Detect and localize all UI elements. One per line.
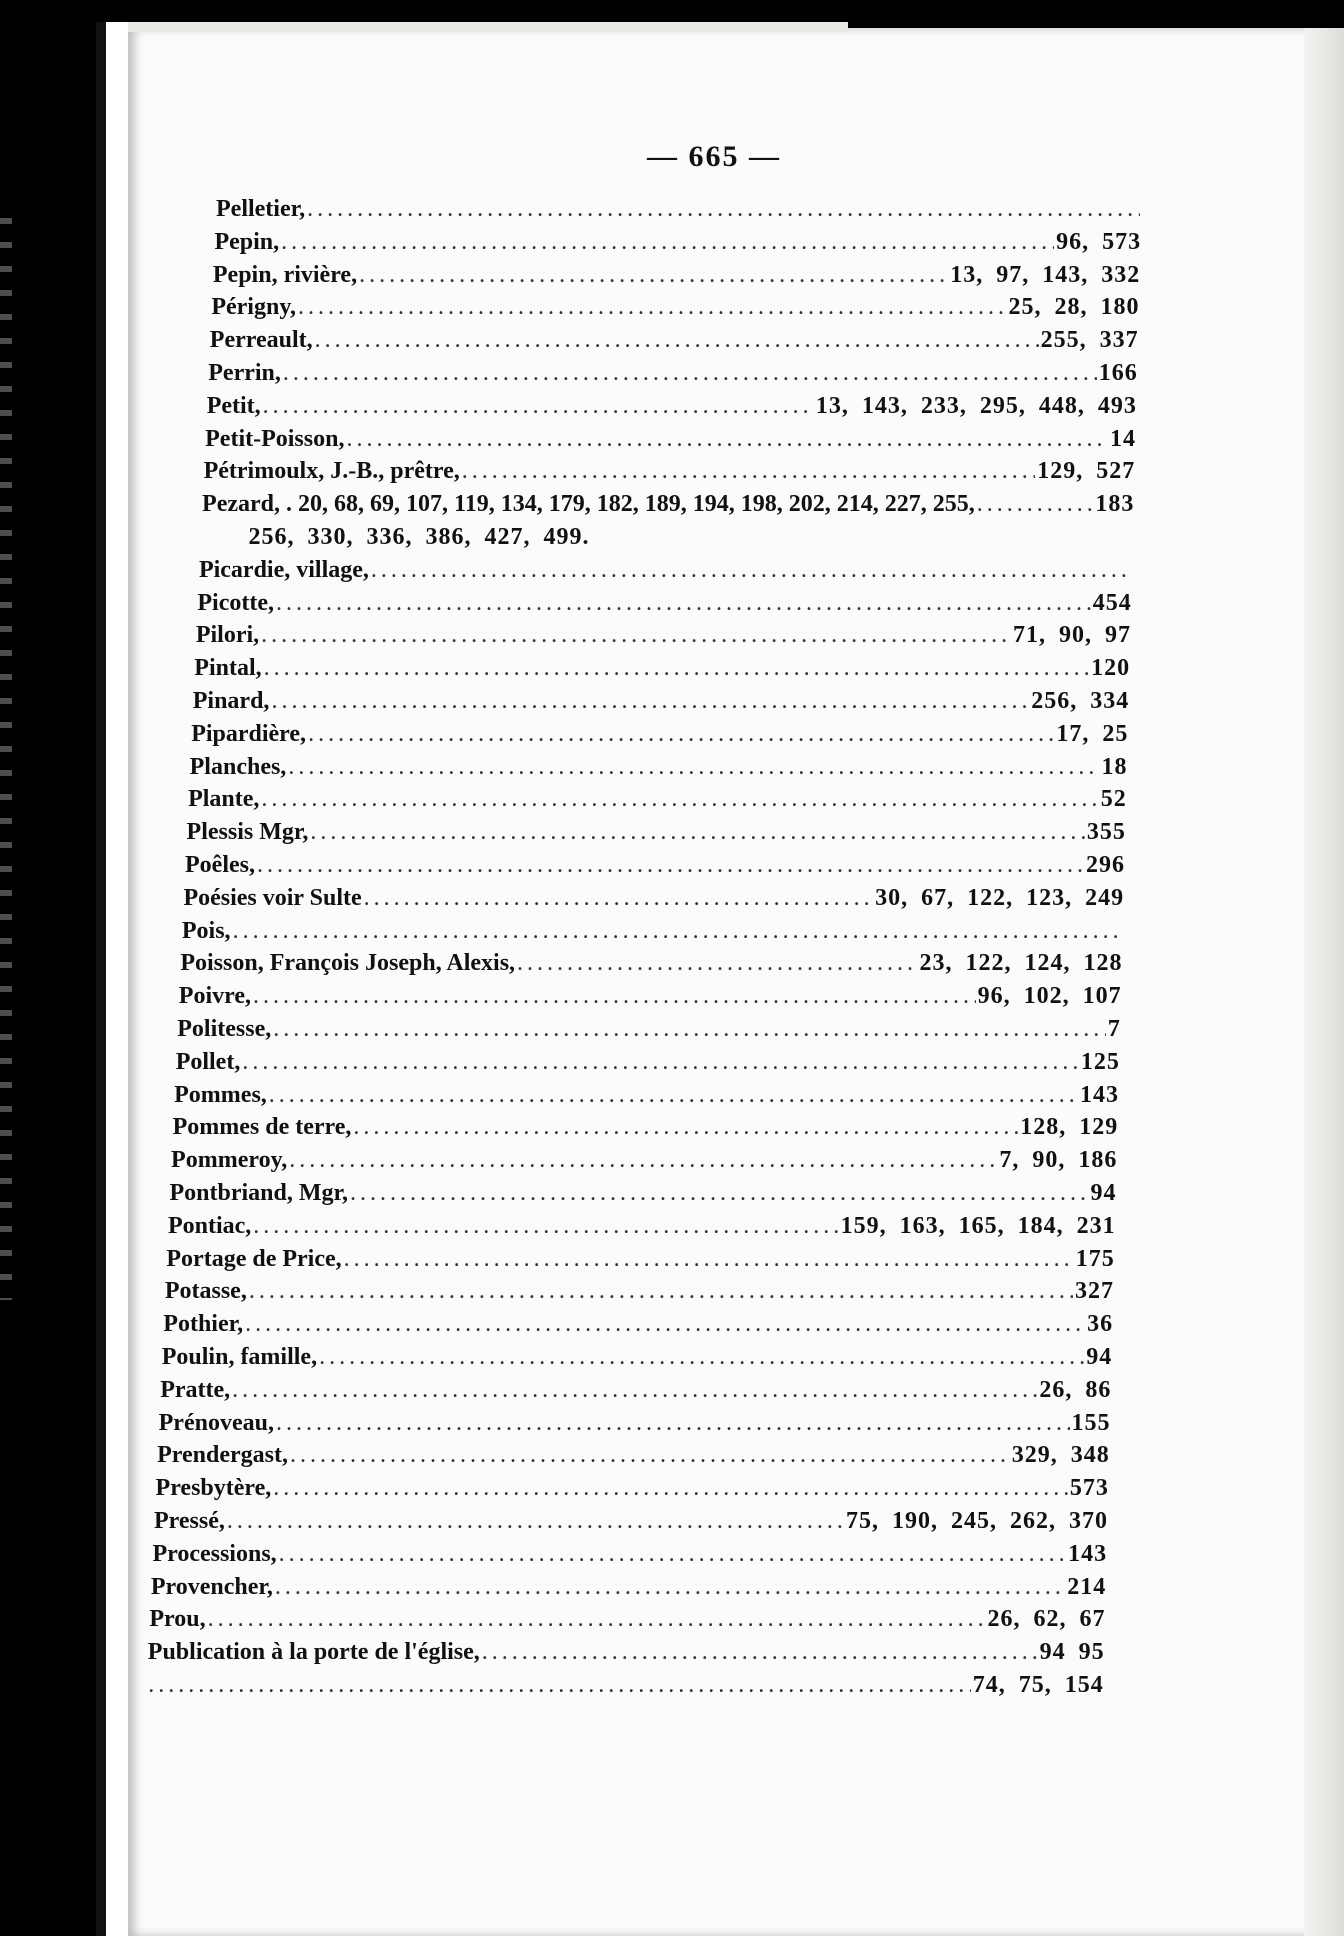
index-entry — [168, 1213, 1116, 1245]
entry-refs: 175 — [1075, 1245, 1115, 1272]
leader-dots — [288, 754, 1099, 781]
entry-term: Processions, — [152, 1540, 277, 1567]
entry-refs: 327 — [1074, 1278, 1114, 1305]
entry-term: Pétrimoulx, J.-B., prêtre, — [203, 458, 460, 485]
entry-term: Poêles, — [185, 852, 255, 878]
entry-refs: 166 — [1098, 360, 1138, 386]
leader-dots — [279, 1541, 1066, 1568]
entry-term: Pothier, — [163, 1311, 244, 1338]
entry-refs: 255, 337 — [1040, 327, 1139, 354]
leader-dots — [315, 327, 1039, 354]
entry-refs: 13, 97, 143, 332 — [950, 261, 1141, 288]
page-number: — 665 — — [647, 140, 781, 173]
entry-term: Petit, — [206, 392, 261, 419]
entry-term: Prou, — [149, 1606, 206, 1633]
index-entry — [179, 983, 1122, 1015]
entry-term: Poivre, — [178, 983, 251, 1010]
entry-term: Périgny, — [211, 294, 296, 321]
index-entry — [202, 491, 1134, 523]
entry-term: Plante, — [188, 786, 260, 813]
entry-refs: 94 95 — [1039, 1639, 1105, 1666]
entry-refs: 75, 190, 245, 262, 370 — [846, 1508, 1108, 1534]
entry-term: Potasse, — [164, 1278, 247, 1305]
entry-refs: 183 — [1095, 491, 1135, 518]
entry-term: Pois, — [181, 917, 231, 944]
index-entry — [170, 1180, 1117, 1212]
index-entry — [173, 1114, 1119, 1146]
leader-dots — [245, 1311, 1085, 1338]
leader-dots — [273, 1016, 1106, 1043]
entry-refs: 94 — [1090, 1180, 1117, 1206]
leader-dots — [298, 294, 1006, 321]
index-entry — [214, 229, 1141, 261]
leader-dots — [283, 360, 1097, 387]
index-entry — [152, 1541, 1107, 1573]
leader-dots — [290, 1442, 1010, 1469]
entry-refs: 26, 86 — [1039, 1376, 1112, 1403]
index-entry — [177, 1016, 1121, 1048]
entry-refs: 120 — [1091, 655, 1131, 682]
entry-term: Picotte, — [197, 589, 275, 616]
leader-dots — [227, 1508, 844, 1535]
entry-continuation: 256, 330, 336, 386, 427, 499. — [248, 524, 590, 550]
entry-term: Petit-Poisson, — [205, 425, 345, 452]
index-entry — [165, 1278, 1114, 1310]
index-entry — [197, 590, 1131, 622]
leader-dots — [517, 950, 917, 977]
leader-dots — [371, 557, 1131, 584]
index-entry — [176, 1049, 1120, 1081]
entry-term: Prendergast, — [157, 1442, 288, 1469]
entry-term: Pepin, — [214, 228, 280, 255]
entry-term: Pinard, — [192, 688, 270, 714]
entry-refs: 454 — [1092, 589, 1132, 616]
entry-refs: 36 — [1087, 1311, 1114, 1338]
leader-dots — [263, 393, 814, 420]
index-entry — [180, 950, 1122, 982]
index-entry — [182, 918, 1123, 950]
entry-term: Perreault, — [209, 327, 313, 354]
entry-term: Poulin, famille, — [161, 1344, 318, 1370]
leader-dots — [344, 1246, 1074, 1273]
index-entry — [183, 885, 1124, 917]
leader-dots — [275, 1574, 1065, 1601]
index-entry — [174, 1082, 1119, 1114]
leader-dots — [364, 885, 873, 912]
entry-term: Pratte, — [160, 1376, 231, 1403]
entry-refs: 143 — [1080, 1081, 1120, 1108]
index-entry — [156, 1475, 1109, 1507]
index-entry — [211, 294, 1139, 326]
entry-term: Pontbriand, Mgr, — [169, 1180, 348, 1206]
index-entry — [185, 852, 1125, 884]
entry-term: Pontiac, — [167, 1212, 252, 1239]
entry-refs: 52 — [1100, 786, 1127, 813]
leader-dots — [319, 1344, 1084, 1371]
index-entry — [154, 1508, 1108, 1540]
leader-dots — [242, 1049, 1079, 1076]
entry-refs: 30, 67, 122, 123, 249 — [875, 884, 1125, 911]
index-entry — [210, 327, 1139, 359]
entry-refs: 18 — [1101, 753, 1128, 780]
leader-dots — [273, 1475, 1068, 1502]
entry-term: Pommes de terre, — [172, 1114, 352, 1141]
index-entry — [205, 426, 1136, 458]
leader-dots — [276, 590, 1091, 617]
index-entry — [160, 1377, 1111, 1409]
leader-dots — [289, 1147, 997, 1174]
index-entry — [166, 1246, 1114, 1278]
leader-dots — [276, 1410, 1070, 1437]
entry-term: Pintal, — [194, 655, 262, 682]
entry-term: Pollet, — [175, 1048, 241, 1075]
entry-refs: 7 — [1107, 1016, 1121, 1042]
leader-dots — [269, 1082, 1078, 1109]
index-entry — [207, 393, 1137, 425]
index-entry — [151, 1574, 1106, 1606]
page-top-strip — [128, 22, 848, 32]
entry-term: Perrin, — [208, 360, 281, 386]
entry-refs: 159, 163, 165, 184, 231 — [840, 1212, 1116, 1239]
entry-refs: 143 — [1068, 1540, 1108, 1567]
leader-dots — [307, 196, 1140, 223]
leader-dots — [208, 1606, 986, 1633]
index-entry — [193, 688, 1130, 720]
leader-dots — [148, 1672, 971, 1699]
index-entry — [163, 1311, 1113, 1343]
leader-dots — [264, 655, 1089, 682]
entry-term: Pommes, — [174, 1081, 267, 1108]
entry-refs: 296 — [1086, 852, 1125, 878]
leader-dots — [271, 688, 1029, 715]
index-entry — [208, 360, 1138, 392]
leader-dots — [350, 1180, 1089, 1207]
entry-term: Prénoveau, — [158, 1409, 274, 1436]
leader-dots — [249, 1278, 1073, 1305]
entry-term: Pelletier, — [216, 196, 306, 222]
entry-refs: 23, 122, 124, 128 — [919, 950, 1123, 977]
entry-term: Poisson, François Joseph, Alexis, — [180, 950, 516, 977]
index-entry — [146, 1672, 1104, 1704]
entry-term: Plessis Mgr, — [186, 819, 309, 846]
entry-term: Picardie, village, — [198, 556, 369, 583]
entry-refs: 96, 102, 107 — [977, 983, 1122, 1010]
entry-refs: 329, 348 — [1011, 1442, 1110, 1469]
index-entry — [188, 786, 1127, 818]
entry-refs: 71, 90, 97 — [1012, 622, 1131, 649]
entry-refs: 7, 90, 186 — [999, 1147, 1118, 1174]
leader-dots — [482, 1639, 1038, 1666]
entry-term: Pommeroy, — [171, 1147, 288, 1174]
leader-dots — [253, 983, 976, 1010]
leader-dots — [977, 491, 1094, 518]
entry-term: Pezard, . 20, 68, 69, 107, 119, 134, 179, 182, 189, 194, 198, 202, 214, 227, 255, — [202, 491, 975, 518]
entry-refs: 129, 527 — [1037, 458, 1136, 485]
entry-refs: 214 — [1067, 1573, 1107, 1600]
index-entry — [191, 721, 1128, 753]
entry-refs: 355 — [1086, 819, 1126, 846]
leader-dots — [281, 229, 1054, 256]
entry-term: Presbytère, — [155, 1475, 272, 1502]
leader-dots — [462, 458, 1035, 485]
index-entry — [194, 655, 1130, 687]
entry-refs: 74, 75, 154 — [972, 1672, 1104, 1698]
index-entry — [162, 1344, 1113, 1376]
leader-dots — [253, 1213, 838, 1240]
entry-term: Politesse, — [177, 1016, 272, 1042]
entry-refs: 125 — [1080, 1048, 1120, 1075]
entry-term: Pilori, — [195, 622, 260, 649]
leader-dots — [233, 918, 1122, 945]
entry-refs: 573 — [1069, 1475, 1109, 1502]
entry-refs: 25, 28, 180 — [1008, 294, 1140, 321]
entry-term: Provencher, — [150, 1573, 273, 1600]
index-entry — [199, 557, 1133, 589]
left-page-strip — [0, 200, 12, 1300]
leader-dots — [257, 852, 1084, 879]
leader-dots — [359, 262, 948, 289]
leader-dots — [353, 1114, 1018, 1141]
leader-dots — [261, 786, 1098, 813]
index-entry — [190, 754, 1128, 786]
entry-refs: 94 — [1086, 1344, 1113, 1370]
entry-term: Portage de Price, — [166, 1245, 342, 1272]
leader-dots — [310, 819, 1085, 846]
entry-term: Pressé, — [154, 1508, 225, 1534]
entry-refs: 13, 143, 233, 295, 448, 493 — [815, 392, 1137, 419]
entry-refs: 26, 62, 67 — [987, 1606, 1106, 1633]
entry-refs: 17, 25 — [1056, 720, 1129, 747]
entry-refs: 96, 573 — [1056, 228, 1142, 255]
entry-term: Pepin, rivière, — [212, 261, 358, 288]
index-entry — [171, 1147, 1117, 1179]
entry-refs: 256, 334 — [1031, 688, 1130, 714]
index-entry — [157, 1442, 1110, 1474]
entry-term: Publication à la porte de l'église, — [147, 1639, 480, 1666]
entry-term: Planches, — [189, 753, 287, 780]
leader-dots — [261, 622, 1011, 649]
index-entry — [204, 458, 1136, 490]
entry-refs: 128, 129 — [1020, 1114, 1119, 1141]
leader-dots — [346, 426, 1108, 453]
index-entry — [148, 1639, 1105, 1671]
entry-term: Poésies voir Sulte — [183, 884, 362, 911]
index-entry — [187, 819, 1126, 851]
index-entry — [159, 1410, 1111, 1442]
index-entry — [196, 622, 1131, 654]
index-entry — [213, 262, 1140, 294]
page-right-edge — [1304, 28, 1344, 1936]
index-entry — [149, 1606, 1105, 1638]
index-entry — [216, 196, 1142, 228]
entry-term: Pipardière, — [191, 720, 307, 747]
leader-dots — [232, 1377, 1037, 1404]
entry-refs: 14 — [1110, 425, 1137, 452]
entry-refs: 155 — [1071, 1409, 1111, 1436]
leader-dots — [308, 721, 1054, 748]
